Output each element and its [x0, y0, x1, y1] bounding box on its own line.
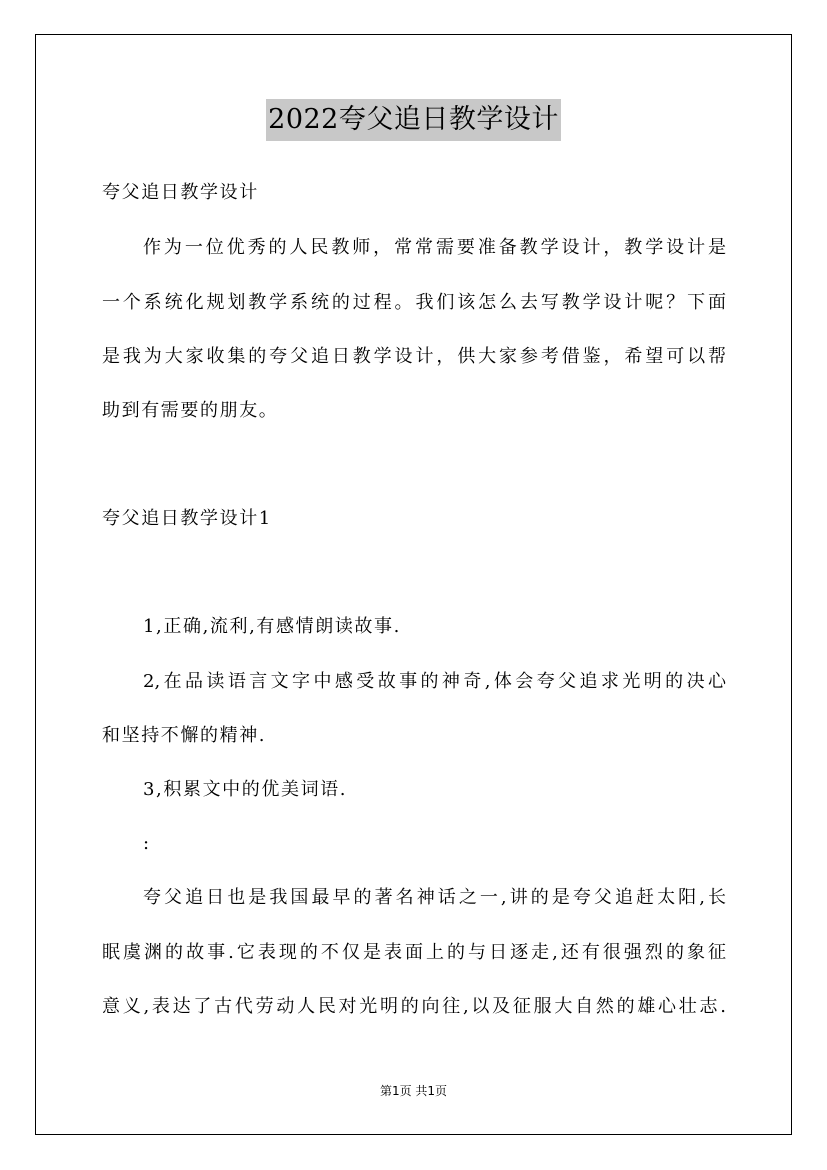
section-heading: 夸父追日教学设计1 [102, 508, 272, 529]
subtitle: 夸父追日教学设计 [102, 182, 259, 203]
body-line-3: 意义,表达了古代劳动人民对光明的向往,以及征服大自然的雄心壮志. [102, 996, 726, 1017]
goal-line-3: 和坚持不懈的精神. [102, 725, 267, 746]
goal-line-4: 3,积累文中的优美词语. [143, 779, 348, 800]
title-container [0, 99, 827, 141]
body-line-2: 眠虞渊的故事.它表现的不仅是表面上的与日逐走,还有很强烈的象征 [102, 942, 726, 963]
document-title: 2022夸父追日教学设计 [266, 99, 561, 141]
intro-line-4: 助到有需要的朋友。 [102, 400, 279, 421]
intro-line-2: 一个系统化规划教学系统的过程。我们该怎么去写教学设计呢？下面 [102, 292, 726, 313]
page-footer: 第1页 共1页 [379, 1084, 448, 1098]
body-line-1: 夸父追日也是我国最早的著名神话之一,讲的是夸父追赶太阳,长 [143, 887, 726, 908]
goal-line-2: 2,在品读语言文字中感受故事的神奇,体会夸父追求光明的决心 [143, 671, 726, 692]
goal-line-1: 1,正确,流利,有感情朗读故事. [143, 616, 401, 637]
intro-line-1: 作为一位优秀的人民教师，常常需要准备教学设计，教学设计是 [143, 237, 726, 258]
colon-line: : [143, 833, 151, 854]
intro-line-3: 是我为大家收集的夸父追日教学设计，供大家参考借鉴，希望可以帮 [102, 346, 726, 367]
